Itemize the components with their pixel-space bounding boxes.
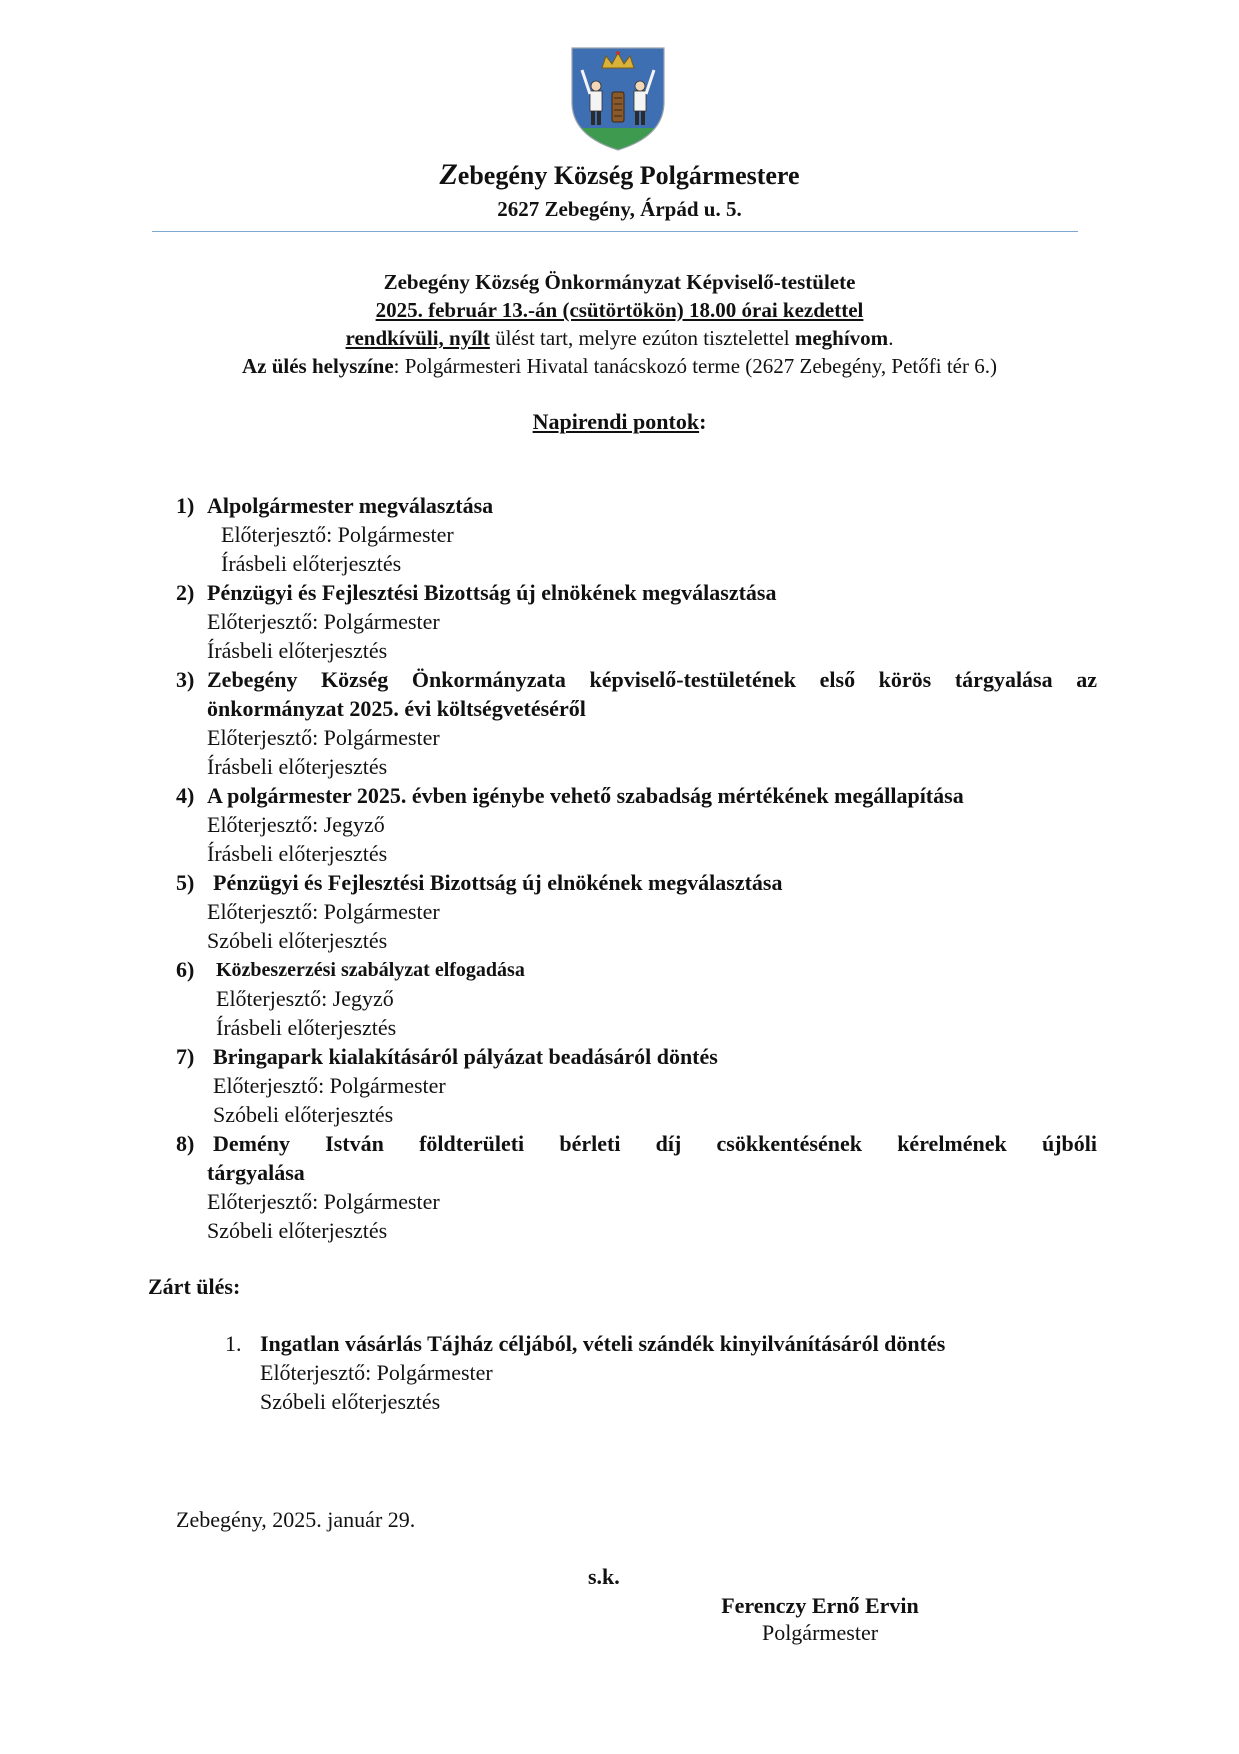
closed-session-heading: Zárt ülés: [148,1274,241,1299]
agenda-item-presenter: Előterjesztő: Polgármester [213,1073,446,1098]
agenda-item-title: Bringapark kialakításáról pályázat beadásáról döntés [213,1044,718,1069]
venue-label: Az ülés helyszíne [241,354,394,378]
agenda-item-form: Írásbeli előterjesztés [221,551,402,576]
title-initial: Z [439,158,458,191]
venue-line [0,352,1239,380]
agenda-item-number: 2) [176,580,195,605]
closed-item-number: 1. [225,1331,242,1356]
agenda-item-presenter: Előterjesztő: Polgármester [207,1189,440,1214]
agenda-item-title: Pénzügyi és Fejlesztési Bizottság új elnökének megválasztása [213,870,783,895]
agenda-heading-colon: : [699,409,707,434]
closed-item-title: Ingatlan vásárlás Tájház céljából, vételi szándék kinyilvánításáról döntés [260,1331,946,1356]
signer-title: Polgármester [761,1620,879,1645]
agenda-item-form: Szóbeli előterjesztés [213,1102,394,1127]
place-and-date: Zebegény, 2025. január 29. [176,1507,416,1532]
agenda-item-form: Írásbeli előterjesztés [207,638,388,663]
agenda-item-title: Demény István földterületi bérleti díj csökkentésének kérelmének újbóli [213,1131,1097,1156]
agenda-item-presenter: Előterjesztő: Polgármester [221,522,454,547]
agenda-item-title-cont: tárgyalása [207,1160,305,1185]
agenda-item-number: 6) [176,957,195,982]
letterhead-title [0,160,1239,191]
invitation-line-3 [0,324,1239,352]
agenda-item-form: Szóbeli előterjesztés [207,928,388,953]
venue-text: : Polgármesteri Hivatal tanácskozó terme (2627 Zebegény, Petőfi tér 6.) [393,354,997,378]
agenda-item-title: Pénzügyi és Fejlesztési Bizottság új elnökének megválasztása [207,580,777,605]
letterhead-address: 2627 Zebegény, Árpád u. 5. [497,197,742,221]
agenda-item-presenter: Előterjesztő: Polgármester [207,725,440,750]
agenda-item-form: Írásbeli előterjesztés [216,1015,397,1040]
agenda-heading-text: Napirendi pontok [532,409,700,434]
coat-of-arms-icon [568,44,668,152]
invitation-line-3-dot: . [888,326,894,350]
signer-name: Ferenczy Ernő Ervin [721,1593,919,1618]
invitation-date-line: 2025. február 13.-án (csütörtökön) 18.00 órai kezdettel [375,298,864,322]
agenda-item-number: 1) [176,493,195,518]
agenda-heading [0,408,1239,436]
agenda-item-title: Alpolgármester megválasztása [207,493,494,518]
agenda-item-presenter: Előterjesztő: Jegyző [207,812,385,837]
agenda-item-presenter: Előterjesztő: Polgármester [207,609,440,634]
header-divider [152,231,1078,232]
agenda-item-form: Írásbeli előterjesztés [207,841,388,866]
agenda-item-number: 7) [176,1044,195,1069]
agenda-item-presenter: Előterjesztő: Polgármester [207,899,440,924]
title-rest: ebegény Község Polgármestere [457,161,800,190]
agenda-item-number: 5) [176,870,195,895]
agenda-item-title: A polgármester 2025. évben igénybe vehető szabadság mértékének megállapítása [207,783,964,808]
agenda-item-presenter: Előterjesztő: Jegyző [216,986,394,1011]
signed-mark: s.k. [588,1564,620,1589]
invitation-line-1: Zebegény Község Önkormányzat Képviselő-testülete [383,270,856,294]
agenda-item-number: 3) [176,667,195,692]
closed-item-form: Szóbeli előterjesztés [260,1389,441,1414]
invitation-line-3-end: meghívom [794,326,889,350]
agenda-item-form: Szóbeli előterjesztés [207,1218,388,1243]
agenda-item-number: 8) [176,1131,195,1156]
agenda-item-title-cont: önkormányzat 2025. évi költségvetéséről [207,696,586,721]
invitation-line-3-mid: ülést tart, melyre ezúton tisztelettel [489,326,795,350]
agenda-item-number: 4) [176,783,195,808]
agenda-item-title: Közbeszerzési szabályzat elfogadása [216,959,525,981]
closed-item-presenter: Előterjesztő: Polgármester [260,1360,493,1385]
agenda-item-title: Zebegény Község Önkormányzata képviselő-testületének első körös tárgyalása az [207,667,1097,692]
agenda-item-form: Írásbeli előterjesztés [207,754,388,779]
session-type: rendkívüli, nyílt [345,326,490,350]
